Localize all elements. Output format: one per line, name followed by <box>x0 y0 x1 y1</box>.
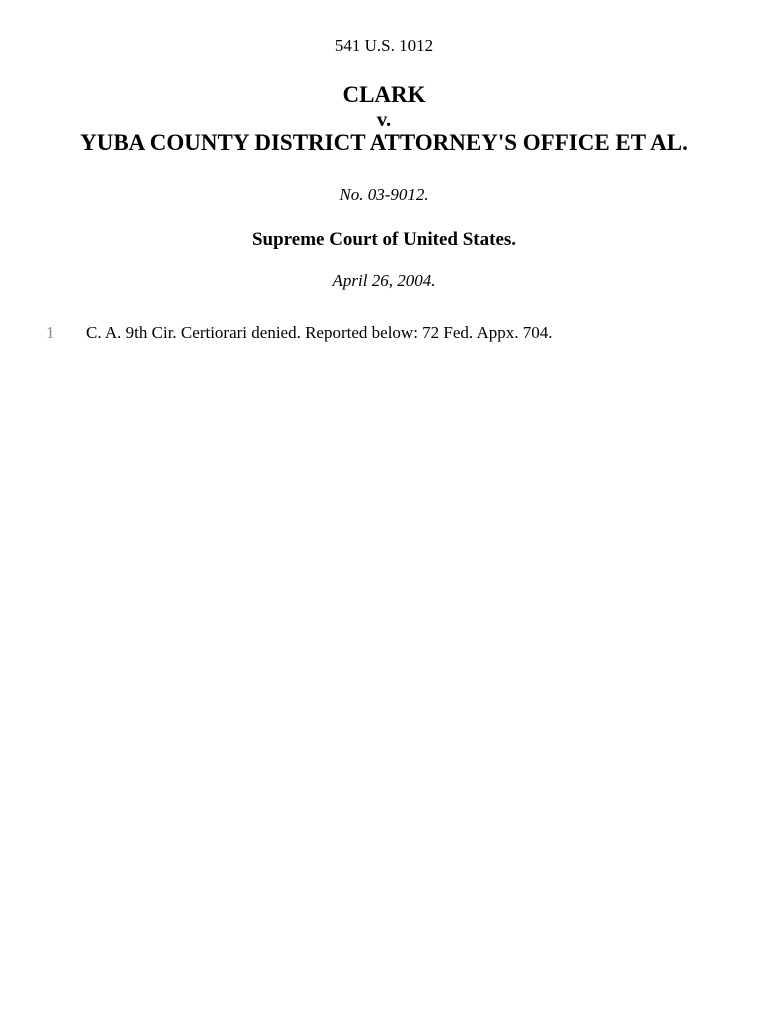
case-citation: 541 U.S. 1012 <box>334 36 434 55</box>
decision-date: April 26, 2004. <box>332 271 436 290</box>
party-respondent: YUBA COUNTY DISTRICT ATTORNEY'S OFFICE ET AL. <box>80 130 688 155</box>
party-petitioner: CLARK <box>342 82 426 107</box>
docket-number: No. 03-9012. <box>339 185 429 204</box>
paragraph-text: C. A. 9th Cir. Certiorari denied. Reported below: 72 Fed. Appx. 704. <box>86 323 553 342</box>
case-title <box>0 82 768 156</box>
versus-label: v. <box>376 107 392 131</box>
paragraph-number: 1 <box>46 323 55 342</box>
court-name: Supreme Court of United States. <box>251 229 517 250</box>
